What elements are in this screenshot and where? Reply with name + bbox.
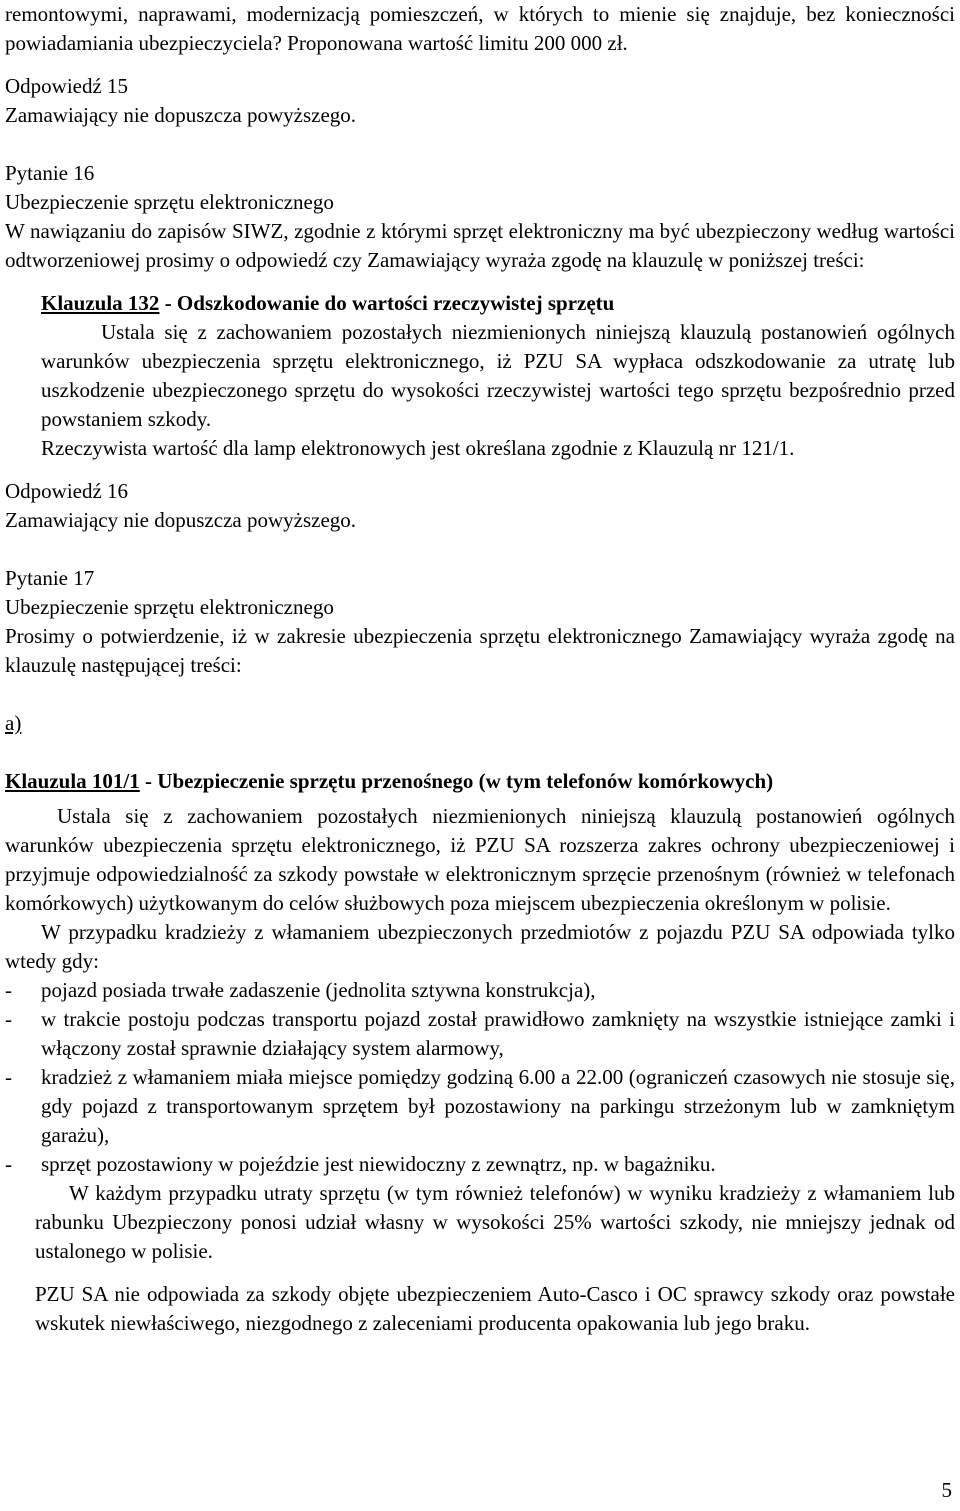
clause-132 <box>5 289 955 463</box>
list-item <box>5 976 955 1005</box>
question-16-heading: Pytanie 16 <box>5 161 95 185</box>
document-page <box>5 0 955 1338</box>
list-item-text: kradzież z włamaniem miała miejsce pomiędzy godziną 6.00 a 22.00 (ograniczeń czasowych nie stosuje się, gdy pojazd z transportowanym sprzętem był pozostawiony na parkingu strzeżonym lub w zamkniętym garażu), <box>41 1065 955 1147</box>
clause-132-title <box>41 289 955 318</box>
answer-15-heading: Odpowiedź 15 <box>5 74 129 98</box>
list-dash: - <box>5 978 12 1002</box>
item-label <box>5 709 955 738</box>
clause-132-note: Rzeczywista wartość dla lamp elektronowych jest określana zgodnie z Klauzulą nr 121/1. <box>41 436 795 460</box>
list-item <box>5 1063 955 1150</box>
clause-132-number: Klauzula 132 <box>41 291 160 315</box>
conditions-list <box>5 976 955 1179</box>
answer-16-text: Zamawiający nie dopuszcza powyższego. <box>5 508 357 532</box>
list-dash: - <box>5 1065 12 1089</box>
list-dash: - <box>5 1007 12 1031</box>
list-dash: - <box>5 1152 12 1176</box>
clause-101-number: Klauzula 101/1 <box>5 769 140 793</box>
clause-101-p4: PZU SA nie odpowiada za szkody objęte ubezpieczeniem Auto-Casco i OC sprawcy szkody oraz powstałe wskutek niewłaściwego, niezgodnego z zaleceniami producenta opakowania lub jego braku. <box>35 1282 955 1335</box>
continuation-text: remontowymi, naprawami, modernizacją pomieszczeń, w których to mienie się znajduje, bez konieczności powiadamiania ubezpieczyciela? Proponowana wartość limitu 200 000 zł. <box>5 2 955 55</box>
list-item-text: pojazd posiada trwałe zadaszenie (jednolita sztywna konstrukcja), <box>41 978 596 1002</box>
clause-101-p2: W przypadku kradzieży z włamaniem ubezpieczonych przedmiotów z pojazdu PZU SA odpowiada tylko wtedy gdy: <box>5 920 955 973</box>
clause-101-title-text: - Ubezpieczenie sprzętu przenośnego (w tym telefonów komórkowych) <box>139 769 774 793</box>
clause-101-p1: Ustala się z zachowaniem pozostałych niezmienionych niniejszą klauzulą postanowień ogólnych warunków ubezpieczenia sprzętu elektronicznego, iż PZU SA rozszerza zakres ochrony ubezpieczeniowej i przyjmuje odpowiedzialność za szkody powstałe w elektronicznym sprzęcie przenośnym (również w telefonach komórkowych) użytkowanym do celów służbowych poza miejscem ubezpieczenia określonym w polisie. <box>5 804 955 915</box>
list-item <box>5 1150 955 1179</box>
list-item-text: w trakcie postoju podczas transportu pojazd został prawidłowo zamknięty na wszystkie istniejące zamki i włączony został sprawnie działający system alarmowy, <box>41 1007 955 1060</box>
question-16-text: W nawiązaniu do zapisów SIWZ, zgodnie z którymi sprzęt elektroniczny ma być ubezpieczony według wartości odtworzeniowej prosimy o odpowiedź czy Zamawiający wyraża zgodę na klauzulę w poniższej treści: <box>5 219 955 272</box>
clause-101-title <box>5 767 955 796</box>
clause-101-p3: W każdym przypadku utraty sprzętu (w tym również telefonów) w wyniku kradzieży z włamaniem lub rabunku Ubezpieczony ponosi udział własny w wysokości 25% wartości szkody, nie mniejszy jednak od ustalonego w polisie. <box>35 1181 955 1263</box>
closing-paragraphs <box>5 1179 955 1338</box>
item-label-text: a) <box>5 711 22 735</box>
list-item-text: sprzęt pozostawiony w pojeździe jest niewidoczny z zewnątrz, np. w bagażniku. <box>41 1152 716 1176</box>
question-17-heading: Pytanie 17 <box>5 566 95 590</box>
answer-16-heading: Odpowiedź 16 <box>5 479 129 503</box>
page-number: 5 <box>941 1478 952 1502</box>
clause-132-body: Ustala się z zachowaniem pozostałych niezmienionych niniejszą klauzulą postanowień ogólnych warunków ubezpieczenia sprzętu elektronicznego, iż PZU SA wypłaca odszkodowanie za utratę lub uszkodzenie ubezpieczonego sprzętu do wysokości rzeczywistej wartości tego sprzętu bezpośrednio przed powstaniem szkody. <box>41 320 955 431</box>
question-16-subject: Ubezpieczenie sprzętu elektronicznego <box>5 190 334 214</box>
list-item <box>5 1005 955 1063</box>
answer-15-text: Zamawiający nie dopuszcza powyższego. <box>5 103 357 127</box>
clause-132-title-text: - Odszkodowanie do wartości rzeczywistej sprzętu <box>159 291 615 315</box>
question-17-text: Prosimy o potwierdzenie, iż w zakresie ubezpieczenia sprzętu elektronicznego Zamawiający wyraża zgodę na klauzulę następującej treści: <box>5 624 955 677</box>
question-17-subject: Ubezpieczenie sprzętu elektronicznego <box>5 595 334 619</box>
